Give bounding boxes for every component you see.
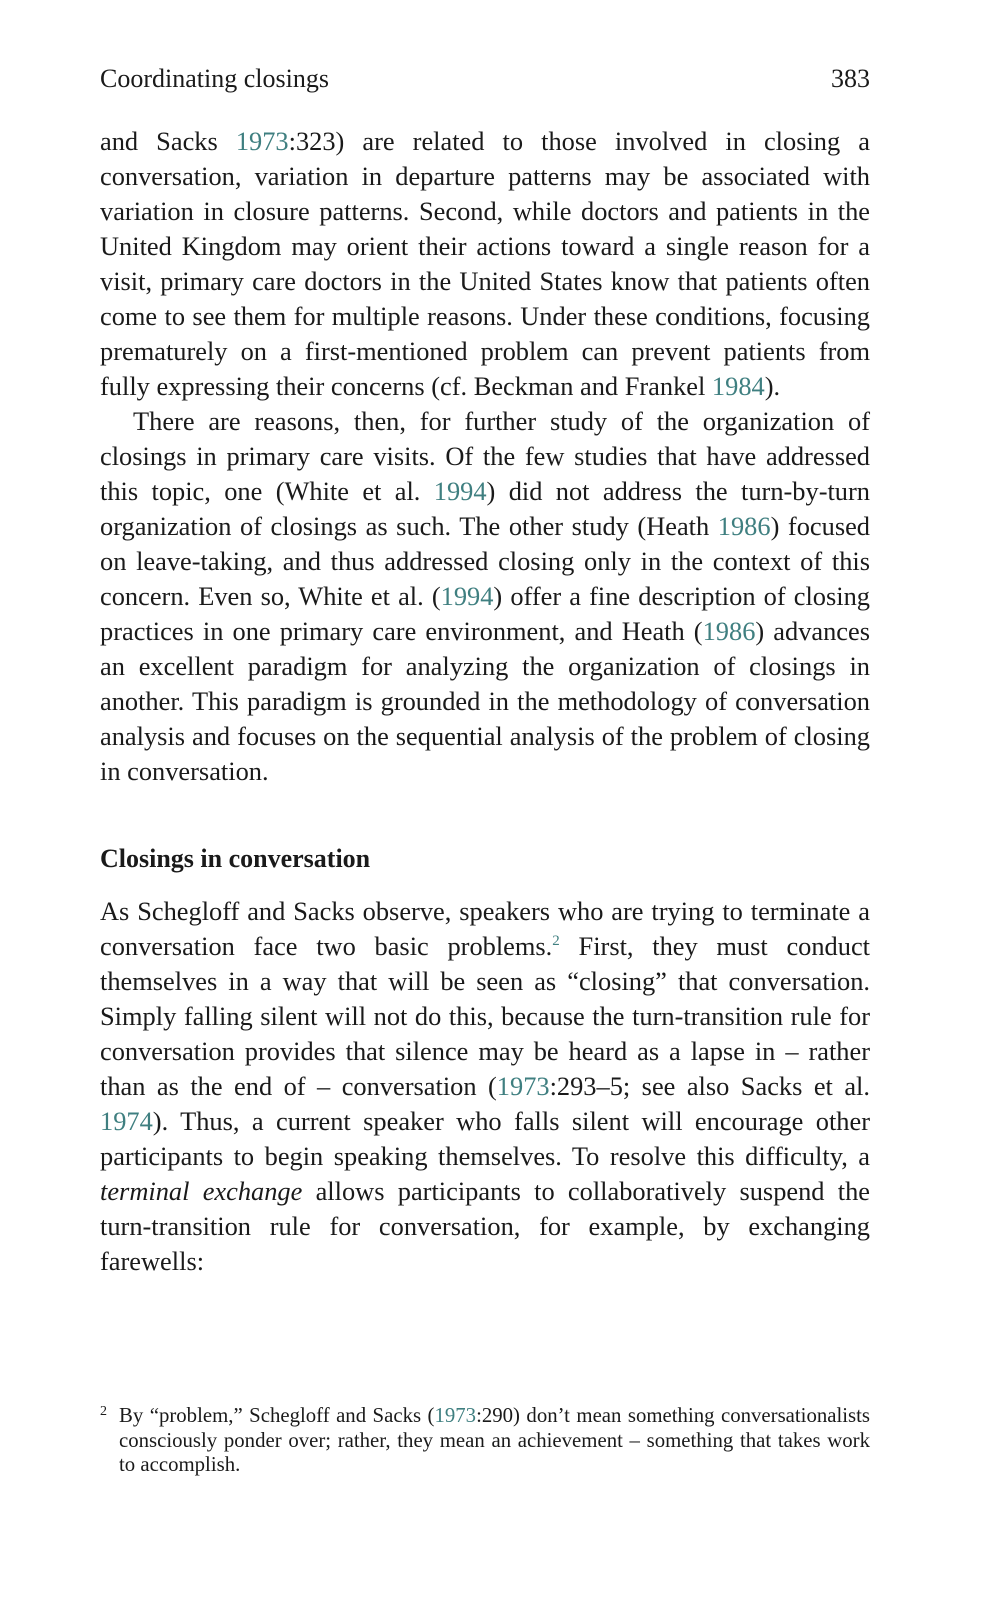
paragraph-1 (100, 124, 870, 404)
citation-link[interactable]: 1986 (717, 511, 771, 541)
text-run: There are reasons, then, for further study of the organization of closings in primary care visits. Of the few studies that have addressed this topic, one (White et al. (100, 406, 870, 506)
citation-link[interactable]: 1973 (235, 126, 289, 156)
citation-link[interactable]: 1973 (496, 1071, 550, 1101)
footnote-marker[interactable]: 2 (552, 933, 560, 950)
text-run: allows participants to collaboratively suspend the turn-transition rule for conversation, for example, by exchanging farewells: (100, 1176, 870, 1276)
footnote (100, 1404, 870, 1478)
footnote-text (119, 1404, 870, 1478)
text-run: :293–5; see also Sacks et al. (549, 1071, 870, 1101)
text-run: ). (764, 371, 781, 401)
emphasized-term: terminal exchange (100, 1176, 303, 1206)
citation-link[interactable]: 1973 (434, 1404, 477, 1427)
citation-link[interactable]: 1974 (100, 1106, 153, 1136)
main-text (100, 124, 870, 1279)
text-run: By “problem,” Schegloff and Sacks ( (119, 1404, 435, 1427)
paragraph-2 (100, 404, 870, 789)
citation-link[interactable]: 1986 (702, 616, 756, 646)
running-header (100, 64, 870, 94)
running-title: Coordinating closings (100, 64, 329, 93)
text-run: First, they must conduct themselves in a way that will be seen as “closing” that conversation. Simply falling silent will not do this, because the turn-transition rule for conversation provides that silence may be heard as a lapse in – rather than as the end of – conversation ( (100, 931, 870, 1101)
text-run: As Schegloff and Sacks observe, speakers who are trying to terminate a conversation face two basic problems. (100, 896, 870, 961)
text-run: ) did not address the turn-by-turn organization of closings as such. The other study (Heath (100, 476, 870, 541)
page-number: 383 (831, 64, 870, 93)
text-run: ). Thus, a current speaker who falls silent will encourage other participants to begin speaking themselves. To resolve this difficulty, a (100, 1106, 870, 1171)
citation-link[interactable]: 1994 (440, 581, 494, 611)
text-run: ) advances an excellent paradigm for analyzing the organization of closings in another. This paradigm is grounded in the methodology of conversation analysis and focuses on the sequential analysis of the problem of closing in conversation. (100, 616, 870, 786)
text-run: :323) are related to those involved in closing a conversation, variation in departure patterns may be associated with variation in closure patterns. Second, while doctors and patients in the United Kingdom may orient their actions toward a single reason for a visit, primary care doctors in the United States know that patients often come to see them for multiple reasons. Under these conditions, focusing prematurely on a first-mentioned problem can prevent patients from fully expressing their concerns (cf. Beckman and Frankel (100, 126, 870, 401)
paragraph-3 (100, 894, 870, 1279)
text-run: :290) don’t mean something conversationalists consciously ponder over; rather, they mean an achievement – something that takes work to accomplish. (119, 1404, 870, 1476)
text-run: ) offer a fine description of closing practices in one primary care environment, and Heath ( (100, 581, 870, 646)
citation-link[interactable]: 1994 (433, 476, 487, 506)
section-heading: Closings in conversation (100, 844, 371, 873)
text-run: and Sacks (100, 126, 236, 156)
footnote-number: 2 (100, 1404, 107, 1419)
citation-link[interactable]: 1984 (711, 371, 765, 401)
text-run: ) focused on leave-taking, and thus addressed closing only in the context of this concern. Even so, White et al. ( (100, 511, 870, 611)
